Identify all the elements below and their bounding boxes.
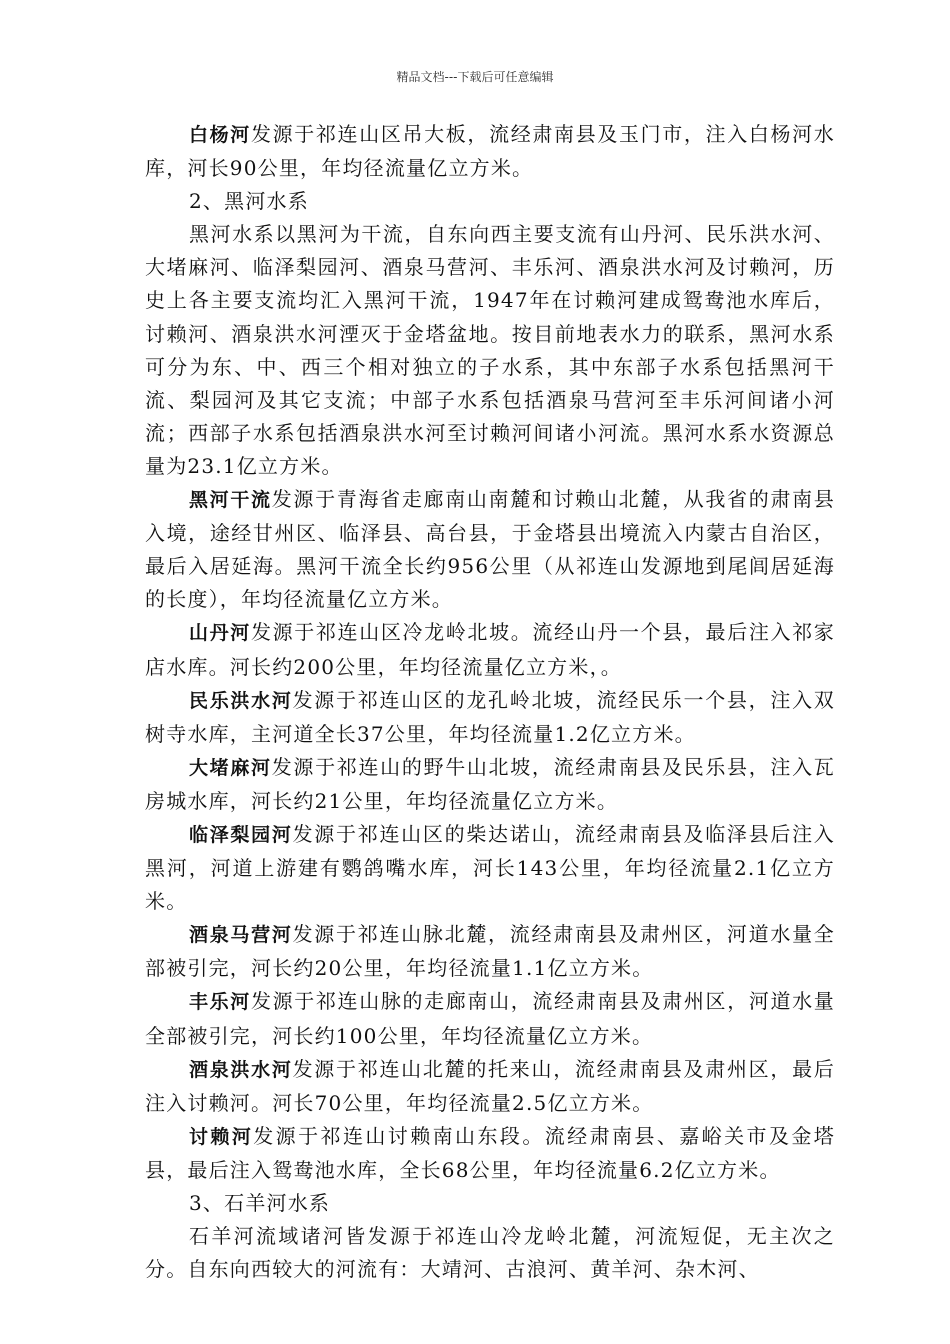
paragraph-text: 石羊河流域诸河皆发源于祁连山冷龙岭北麓，河流短促，无主次之分。自东向西较大的河流有：大靖河、古浪河、黄羊河、杂木河、 <box>145 1224 835 1282</box>
paragraph-text: 发源于青海省走廊南山南麓和讨赖山北麓，从我省的肃南县入境，途经甘州区、临泽县、高台县，于金塔县出境流入内蒙古自治区，最后入居延海。黑河干流全长约956公里（从祁连山发源地到尾闾居延海的长度），年均径流量亿立方米。 <box>145 487 835 612</box>
term-taolai-river: 讨赖河 <box>189 1125 254 1148</box>
term-jiuquan-flood-river: 酒泉洪水河 <box>189 1058 293 1081</box>
paragraph-shandan-river <box>145 616 835 683</box>
paragraph-dadu-ma-river <box>145 751 835 818</box>
paragraph-text: 发源于祁连山的野牛山北坡，流经肃南县及民乐县，注入瓦房城水库，河长约21公里，年均径流量亿立方米。 <box>145 754 835 813</box>
paragraph-shiyang-overview <box>145 1220 835 1286</box>
paragraph-text: 发源于祁连山讨赖南山东段。流经肃南县、嘉峪关市及金塔县，最后注入鸳鸯池水库，全长68公里，年均径流量6.2亿立方米。 <box>145 1123 835 1182</box>
term-shandan-river: 山丹河 <box>189 622 251 645</box>
term-minle-flood-river: 民乐洪水河 <box>189 689 293 712</box>
document-body <box>145 118 835 1286</box>
term-jiuquan-maying-river: 酒泉马营河 <box>189 924 293 947</box>
term-fengle-river: 丰乐河 <box>189 991 251 1014</box>
paragraph-text: 发源于祁连山区吊大板，流经肃南县及玉门市，注入白杨河水库，河长90公里，年均径流量亿立方米。 <box>145 122 835 181</box>
term-baiyang-river: 白杨河 <box>189 124 251 146</box>
paragraph-text: 发源于祁连山北麓的托来山，流经肃南县及肃州区，最后注入讨赖河。河长70公里，年均径流量2.5亿立方米。 <box>145 1056 835 1115</box>
paragraph-text: 2、黑河水系 <box>189 189 309 214</box>
paragraph-jiuquan-flood-river <box>145 1053 835 1120</box>
section-heading-shiyang-system <box>145 1187 835 1220</box>
paragraph-text: 发源于祁连山脉的走廊南山，流经肃南县及肃州区，河道水量全部被引完，河长约100公里，年均径流量亿立方米。 <box>145 989 835 1048</box>
page-header: 精品文档---下载后可任意编辑 <box>396 70 554 84</box>
paragraph-fengle-river <box>145 985 835 1052</box>
paragraph-heihe-overview <box>145 218 835 483</box>
section-heading-heihe-system <box>145 185 835 218</box>
term-heihe-mainstream: 黑河干流 <box>189 489 272 512</box>
term-dadu-ma-river: 大堵麻河 <box>189 756 272 779</box>
paragraph-minle-flood-river <box>145 684 835 751</box>
paragraph-text: 3、石羊河水系 <box>189 1191 331 1215</box>
paragraph-baiyang-river <box>145 118 835 185</box>
paragraph-jiuquan-maying-river <box>145 918 835 985</box>
paragraph-text: 发源于祁连山区冷龙岭北坡。流经山丹一个县，最后注入祁家店水库。河长约200公里，年均径流量亿立方米，。 <box>145 620 835 679</box>
term-linze-liyuan-river: 临泽梨园河 <box>189 823 293 846</box>
paragraph-text: 发源于祁连山脉北麓，流经肃南县及肃州区，河道水量全部被引完，河长约20公里，年均径流量1.1亿立方米。 <box>145 922 835 981</box>
paragraph-text: 发源于祁连山区的柴达诺山，流经肃南县及临泽县后注入黑河，河道上游建有鹦鸽嘴水库，河长143公里，年均径流量2.1亿立方米。 <box>145 821 835 914</box>
paragraph-taolai-river <box>145 1120 835 1187</box>
paragraph-heihe-mainstream <box>145 483 835 616</box>
paragraph-linze-liyuan-river <box>145 818 835 918</box>
paragraph-text: 黑河水系以黑河为干流，自东向西主要支流有山丹河、民乐洪水河、大堵麻河、临泽梨园河、酒泉马营河、丰乐河、酒泉洪水河及讨赖河，历史上各主要支流均汇入黑河干流，1947年在讨赖河建成鸳鸯池水库后，讨赖河、酒泉洪水河湮灭于金塔盆地。按目前地表水力的联系，黑河水系可分为东、中、西三个相对独立的子水系，其中东部子水系包括黑河干流、梨园河及其它支流；中部子水系包括酒泉马营河至丰乐河间诸小河流；西部子水系包括酒泉洪水河至讨赖河间诸小河流。黑河水系水资源总量为23.1亿立方米。 <box>145 222 835 478</box>
paragraph-text: 发源于祁连山区的龙孔岭北坡，流经民乐一个县，注入双树寺水库，主河道全长37公里，年均径流量1.2亿立方米。 <box>145 687 835 746</box>
